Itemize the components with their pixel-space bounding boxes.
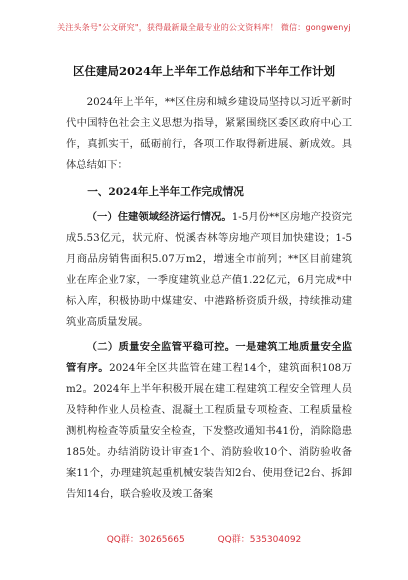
footer-qq-2: QQ群：535304092 bbox=[217, 535, 302, 545]
paragraph-item-1 bbox=[66, 207, 352, 333]
footer-contact bbox=[0, 532, 408, 545]
footer-qq-1: QQ群：30265665 bbox=[106, 535, 185, 545]
paragraph-item-2 bbox=[66, 337, 352, 505]
header-note: 关注头条号"公文研究"，获得最新最全最专业的公文资料库！ 微信：gongwenyj bbox=[57, 23, 351, 32]
section-heading-1: 一、2024年上半年工作完成情况 bbox=[87, 186, 244, 198]
item-1-text: 1-5月份**区房地产投资完成5.53亿元，状元府、悦溪杏林等房地产项目加快建设；1-5月商品房销售面积5.07万m2，增速全市前列；**区目前建筑业在库企业7家，一季度建筑业总产值1.22亿元，6月完成*中标入库，积极协助中煤建安、中港路桥资质升级，持续推动建筑业高质量发展。 bbox=[66, 211, 352, 328]
document-title: 区住建局2024年上半年工作总结和下半年工作计划 bbox=[72, 64, 335, 78]
intro-paragraph: 2024年上半年，**区住房和城乡建设局坚持以习近平新时代中国特色社会主义思想为指导，紧紧围绕区委区政府中心工作，真抓实干，砥砺前行，各项工作取得新进展、新成效。具体总结如下： bbox=[66, 96, 352, 171]
item-2-lead: （二）质量安全监管平稳可控。一是建筑工地质量安全监管有序。 bbox=[66, 341, 352, 374]
document-body bbox=[66, 92, 352, 505]
item-2-text: 2024年全区共监管在建工程14个，建筑面积108万m2。2024年上半年积极开展在建工程建筑工程安全管理人员及特种作业人员检查、混凝土工程质量专项检查、工程质量检测机构检查等质量安全检查，下发整改通知书41份，消除隐患185处。办结消防设计审查1个、消防验收10个、消防验收备案11个，办理建筑起重机械安装告知2台、使用登记2台、拆卸告知14台，联合验收及竣工备案 bbox=[66, 362, 353, 500]
item-1-lead: （一）住建领域经济运行情况。 bbox=[86, 211, 232, 223]
